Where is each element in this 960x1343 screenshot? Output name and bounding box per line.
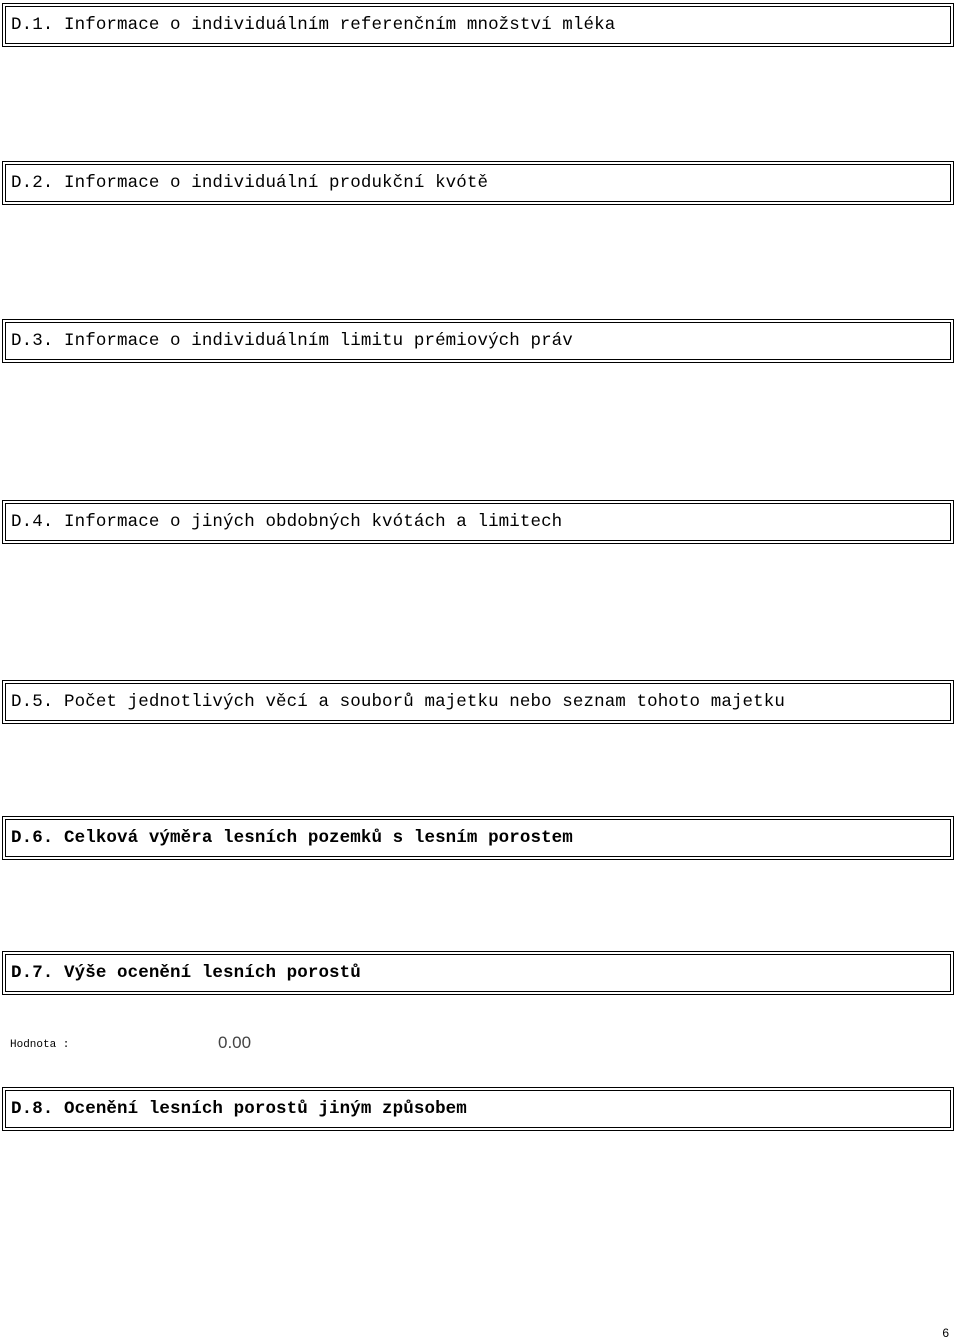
d7-value: 0.00 — [218, 1033, 252, 1052]
section-header-d3 — [2, 319, 954, 363]
page-number: 6 — [942, 1326, 949, 1340]
section-title-d3: D.3. Informace o individuálním limitu prémiových práv — [11, 331, 573, 351]
section-title-d6: D.6. Celková výměra lesních pozemků s lesním porostem — [11, 828, 573, 848]
section-header-d2 — [2, 161, 954, 205]
d7-value-row — [10, 1033, 410, 1055]
section-header-d8 — [2, 1087, 954, 1131]
section-title-d8: D.8. Ocenění lesních porostů jiným způsobem — [11, 1099, 467, 1119]
section-title-d5: D.5. Počet jednotlivých věcí a souborů majetku nebo seznam tohoto majetku — [11, 692, 785, 712]
d7-value-label: Hodnota : — [10, 1039, 70, 1051]
section-header-d6 — [2, 816, 954, 860]
section-header-d5 — [2, 680, 954, 724]
section-header-d1 — [2, 3, 954, 47]
section-title-d2: D.2. Informace o individuální produkční kvótě — [11, 173, 489, 193]
section-title-d7: D.7. Výše ocenění lesních porostů — [11, 963, 361, 983]
section-title-d4: D.4. Informace o jiných obdobných kvótách a limitech — [11, 512, 563, 532]
section-title-d1: D.1. Informace o individuálním referenčním množství mléka — [11, 15, 616, 35]
section-header-d4 — [2, 500, 954, 544]
section-header-d7 — [2, 951, 954, 995]
